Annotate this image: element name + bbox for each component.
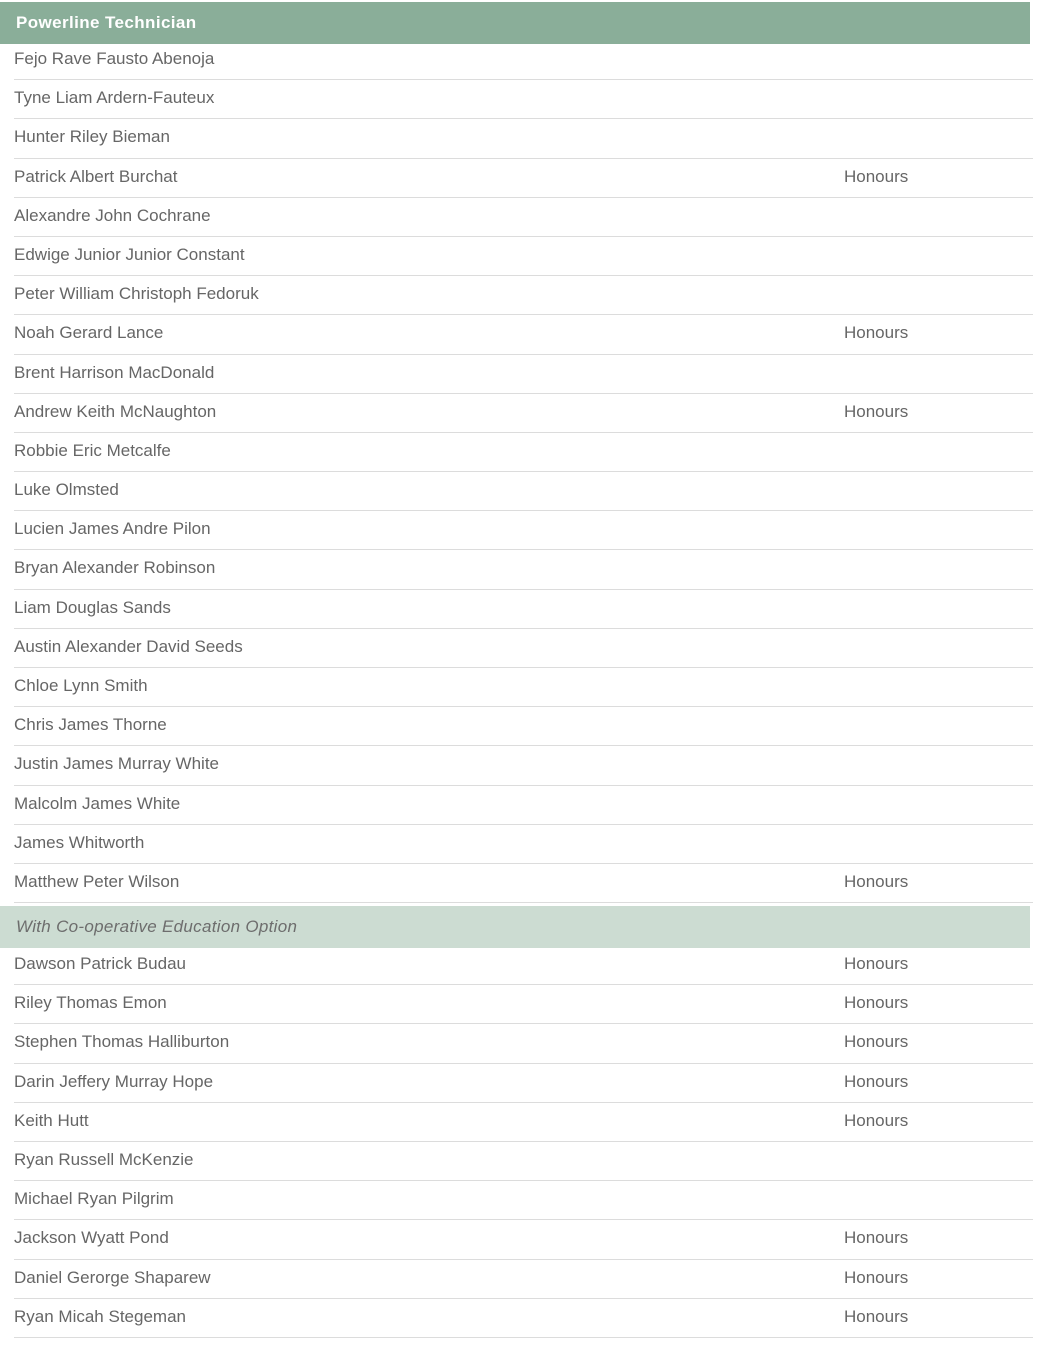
list-item xyxy=(14,590,1033,629)
graduate-name: Fejo Rave Fausto Abenoja xyxy=(14,49,215,68)
graduate-name: Matthew Peter Wilson xyxy=(14,871,180,891)
honours-label: Honours xyxy=(844,871,909,891)
list-item xyxy=(14,433,1033,472)
graduate-name: Ryan Russell McKenzie xyxy=(14,1149,194,1169)
program-header: Powerline Technician xyxy=(0,2,1030,44)
graduate-name: Liam Douglas Sands xyxy=(14,597,171,617)
list-item xyxy=(14,159,1033,198)
list-item xyxy=(14,746,1033,785)
graduate-name: Michael Ryan Pilgrim xyxy=(14,1189,174,1209)
graduate-name: Jackson Wyatt Pond xyxy=(14,1228,169,1248)
list-item xyxy=(14,237,1033,276)
graduate-name: Brent Harrison MacDonald xyxy=(14,362,215,382)
list-item xyxy=(14,119,1033,158)
list-item xyxy=(14,1064,1033,1103)
graduate-name: Luke Olmsted xyxy=(14,480,119,500)
graduate-name: Bryan Alexander Robinson xyxy=(14,558,216,578)
list-item xyxy=(14,864,1033,903)
list-item xyxy=(14,315,1033,354)
honours-label: Honours xyxy=(844,993,909,1013)
coop-subheader: With Co-operative Education Option xyxy=(0,906,1030,948)
graduate-name: Patrick Albert Burchat xyxy=(14,166,178,186)
graduate-name: Malcolm James White xyxy=(14,793,181,813)
graduate-name: Peter William Christoph Fedoruk xyxy=(14,284,259,304)
graduate-name: Lucien James Andre Pilon xyxy=(14,519,211,539)
list-item xyxy=(14,198,1033,237)
honours-label: Honours xyxy=(844,1267,909,1287)
list-item xyxy=(14,355,1033,394)
honours-label: Honours xyxy=(844,954,909,973)
honours-label: Honours xyxy=(844,1306,909,1326)
honours-label: Honours xyxy=(844,401,909,421)
list-item xyxy=(14,985,1033,1024)
graduate-name: Dawson Patrick Budau xyxy=(14,954,186,973)
graduate-name: Alexandre John Cochrane xyxy=(14,205,211,225)
honours-label: Honours xyxy=(844,1032,909,1052)
list-item xyxy=(14,394,1033,433)
list-item xyxy=(14,1142,1033,1181)
graduate-name: Chloe Lynn Smith xyxy=(14,676,148,695)
list-item xyxy=(14,80,1033,119)
list-item xyxy=(14,1299,1033,1338)
coop-graduate-list xyxy=(0,946,1037,1338)
list-item xyxy=(14,668,1033,707)
graduate-name: Robbie Eric Metcalfe xyxy=(14,440,171,460)
honours-label: Honours xyxy=(844,1071,909,1091)
graduate-name: Tyne Liam Ardern-Fauteux xyxy=(14,88,215,108)
list-item xyxy=(14,550,1033,589)
graduate-name: Keith Hutt xyxy=(14,1110,89,1130)
graduate-name: Riley Thomas Emon xyxy=(14,993,167,1013)
graduate-name: Ryan Micah Stegeman xyxy=(14,1306,186,1326)
graduate-name: Hunter Riley Bieman xyxy=(14,127,170,147)
graduate-name: Andrew Keith McNaughton xyxy=(14,401,217,421)
list-item xyxy=(14,276,1033,315)
honours-label: Honours xyxy=(844,1110,909,1130)
graduate-name: Daniel Gerorge Shaparew xyxy=(14,1267,211,1287)
list-item xyxy=(14,1024,1033,1063)
graduate-name: Justin James Murray White xyxy=(14,754,219,774)
list-item xyxy=(14,511,1033,550)
graduate-name: Noah Gerard Lance xyxy=(14,323,164,343)
graduate-name: Chris James Thorne xyxy=(14,715,167,735)
graduate-name: Stephen Thomas Halliburton xyxy=(14,1032,230,1052)
graduate-name: James Whitworth xyxy=(14,832,145,852)
list-item xyxy=(14,946,1033,985)
honours-label: Honours xyxy=(844,323,909,343)
list-item xyxy=(14,1220,1033,1259)
list-item xyxy=(14,629,1033,668)
list-item xyxy=(14,1103,1033,1142)
graduate-name: Darin Jeffery Murray Hope xyxy=(14,1071,214,1091)
list-item xyxy=(14,825,1033,864)
list-item xyxy=(14,786,1033,825)
honours-label: Honours xyxy=(844,166,909,186)
list-item xyxy=(14,707,1033,746)
honours-label: Honours xyxy=(844,1228,909,1248)
list-item xyxy=(14,41,1033,80)
list-item xyxy=(14,472,1033,511)
list-item xyxy=(14,1260,1033,1299)
list-item xyxy=(14,1181,1033,1220)
graduate-name: Edwige Junior Junior Constant xyxy=(14,244,245,264)
graduate-name: Austin Alexander David Seeds xyxy=(14,636,243,656)
graduate-list xyxy=(0,41,1037,903)
